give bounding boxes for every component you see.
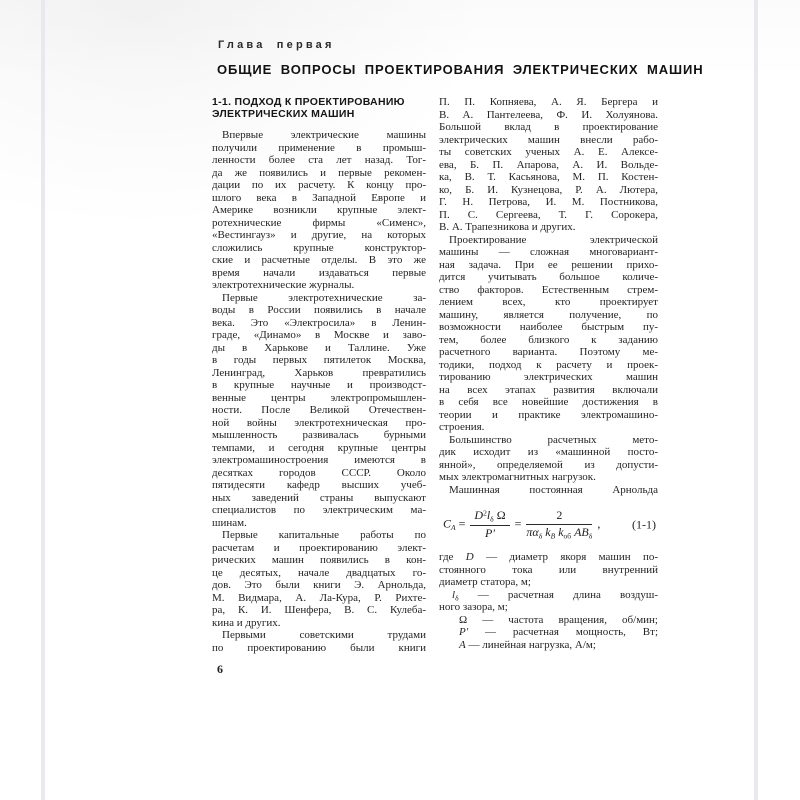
text-line: шинам.	[212, 516, 247, 529]
text-line: ра, К. И. Шенфера, В. С. Кулеба-	[212, 604, 426, 616]
text-segment: πα	[526, 524, 539, 539]
text-segment: =	[455, 516, 469, 531]
text-line: века. Это «Электросила» в Ленин-	[212, 316, 426, 329]
text-segment: D	[474, 508, 484, 523]
text-line: В. А. Трапезникова и других.	[439, 221, 576, 233]
text-segment: ного зазора, м;	[439, 601, 508, 613]
text-line: ко, Б. И. Кузнецова, Р. А. Лютера,	[439, 183, 658, 196]
text-segment: C	[443, 516, 452, 531]
text-segment: 2	[556, 508, 563, 523]
text-segment: δ	[588, 531, 593, 541]
right-column	[439, 96, 658, 651]
paragraph	[212, 129, 426, 292]
paragraph	[439, 484, 658, 497]
text-line: лением всех, кто проектирует	[439, 296, 658, 308]
text-line: ности. После Великой Отечествен-	[212, 404, 426, 416]
fraction	[470, 509, 509, 541]
text-line: це десятых, начале двадцатых го-	[212, 566, 426, 579]
text-segment: D	[465, 551, 474, 563]
text-line: рических машин появились в кон-	[212, 554, 426, 566]
text-segment: диаметр статора, м;	[439, 576, 531, 588]
page-title: ОБЩИЕ ВОПРОСЫ ПРОЕКТИРОВАНИЯ ЭЛЕКТРИЧЕСКИХ МАШИН	[217, 62, 704, 77]
text-line: в крупные научные и производст-	[212, 379, 426, 391]
text-segment: δ	[455, 593, 459, 602]
formula-number: (1-1)	[632, 517, 656, 532]
definition-line	[439, 626, 658, 639]
text-line: воды в России появились в начале	[212, 304, 426, 316]
left-column	[212, 96, 426, 654]
text-line: мых электромагнитных нагрузок.	[439, 471, 596, 483]
text-line: в себя все новейшие достижения в	[439, 396, 658, 408]
text-line: ленности более ста лет назад. Тог-	[212, 154, 426, 166]
formula-equation	[443, 509, 600, 541]
definition-line	[439, 589, 658, 602]
text-segment: Ω	[496, 508, 506, 523]
text-line: Первые электротехнические за-	[222, 291, 426, 304]
paragraph	[439, 434, 658, 484]
text-line: электромашиностроения имеются в	[212, 454, 426, 466]
text-line: П. С. Сергеева, Т. Г. Сорокера,	[439, 208, 658, 221]
text-line: на всех этапах развития включали	[439, 383, 658, 396]
text-line: десятках городов СССР. Около	[212, 466, 426, 479]
text-segment: где	[439, 551, 466, 563]
text-line: Большой вклад в проектирование	[439, 121, 658, 133]
text-segment: — расчетная длина воздуш-	[458, 588, 658, 601]
text-line: Первые капитальные работы по	[222, 529, 426, 541]
text-segment: B	[550, 531, 556, 541]
text-line: дации по их расчету. К концу про-	[212, 179, 426, 191]
text-line: тодики, подход к расчету и проек-	[439, 358, 658, 371]
text-segment: стоянного тока или внутренний	[439, 563, 658, 576]
text-line: ские и расчетные отделы. В это же	[212, 254, 426, 266]
definition-line	[439, 564, 658, 577]
text-line: по проектированию были книги	[212, 641, 426, 654]
definition-line	[439, 576, 658, 589]
text-segment: k	[558, 524, 564, 539]
text-line: ротехнические фирмы «Сименс»,	[212, 216, 426, 229]
text-line: шлого века в Западной Европе и	[212, 191, 426, 204]
paragraph	[212, 629, 426, 654]
text-line: мышленность развивалась бурными	[212, 429, 426, 441]
page-number: 6	[217, 662, 223, 676]
text-segment: k	[545, 524, 551, 539]
text-line: специалистов по электрическим ма-	[212, 504, 426, 516]
text-line: Машинная постоянная Арнольда	[449, 483, 658, 496]
chapter-label: Глава первая	[218, 39, 335, 51]
text-segment: P′	[459, 626, 469, 638]
text-segment: — диаметр якоря машин по-	[473, 551, 658, 563]
fraction	[526, 509, 592, 541]
text-line: ева, Б. П. Апарова, А. И. Вольде-	[439, 158, 658, 171]
text-line: в годы первых пятилеток Москва,	[212, 354, 426, 366]
text-line: Впервые электрические машины	[222, 129, 426, 141]
text-line: «Вестингауз» и другие, на которых	[212, 229, 426, 241]
paragraph	[212, 292, 426, 530]
text-line: Большинство расчетных мето-	[449, 433, 658, 446]
text-line: Г. Н. Петрова, И. М. Постникова,	[439, 196, 658, 208]
text-segment: AB	[574, 524, 589, 539]
text-line: получили применение в промыш-	[212, 141, 426, 154]
definition-line	[439, 601, 658, 614]
text-line: ды в Харькове и Таллине. Уже	[212, 341, 426, 354]
text-line: время начали издаваться первые	[212, 266, 426, 279]
text-line: строения.	[439, 421, 485, 433]
text-line: Америке возникли крупные элект-	[212, 204, 426, 216]
paragraph	[439, 96, 658, 234]
text-line: ной войны электротехническая про-	[212, 416, 426, 429]
paragraph	[439, 234, 658, 434]
text-segment: об	[563, 531, 572, 541]
text-line: ство факторов. Естественным стрем-	[439, 283, 658, 296]
text-segment: A	[451, 523, 456, 533]
definition-line	[439, 551, 658, 564]
text-line: возможности наиболее быстрым пу-	[439, 321, 658, 333]
text-segment: A	[459, 638, 466, 651]
text-line: пятидесяти кафедр высших учеб-	[212, 479, 426, 491]
text-segment: δ	[490, 514, 494, 524]
definition-line	[439, 614, 658, 627]
text-segment: P′	[485, 526, 495, 541]
text-line: расчетного варианта. Поэтому ме-	[439, 346, 658, 358]
text-segment: Ω — частота вращения, об/мин;	[459, 613, 658, 626]
text-line: П. П. Копняева, А. Я. Бергера и	[439, 96, 658, 108]
text-segment: =	[511, 516, 525, 531]
text-line: дится учитывать большое количе-	[439, 271, 658, 283]
page-edge-left	[41, 0, 45, 800]
page-edge-right	[754, 0, 758, 800]
text-line: Ленинград, Харьков превратились	[212, 366, 426, 379]
text-line: дов. Это были книги Э. Арнольда,	[212, 579, 426, 591]
text-segment: l	[486, 508, 491, 523]
formula	[443, 508, 658, 542]
text-line: электрических машин внесли рабо-	[439, 133, 658, 146]
text-line: граде, «Динамо» в Москве и заво-	[212, 329, 426, 341]
text-line: машины — сложная многовариант-	[439, 246, 658, 258]
text-line: тем, более близкого к заданию	[439, 333, 658, 346]
text-line: янной», определяемой из допусти-	[439, 458, 658, 471]
text-line: сложились крупные конструктор-	[212, 241, 426, 254]
text-line: расчетам и проектированию элект-	[212, 541, 426, 554]
text-line: венные центры электропромышлен-	[212, 391, 426, 404]
text-segment: δ	[538, 531, 543, 541]
text-line: ты советских ученых А. Е. Алексе-	[439, 146, 658, 158]
text-line: В. А. Пантелеева, Ф. И. Холуянова.	[439, 108, 658, 121]
section-heading: 1-1. ПОДХОД К ПРОЕКТИРОВАНИЮ ЭЛЕКТРИЧЕСКИХ МАШИН	[212, 96, 405, 120]
text-line: тированию электрических машин	[439, 371, 658, 383]
text-line: машину, является получение, по	[439, 308, 658, 321]
text-line: теории и практике электромашино-	[439, 408, 658, 421]
text-segment: — линейная нагрузка, А/м;	[465, 638, 596, 651]
text-line: электротехнические журналы.	[212, 279, 355, 291]
text-line: М. Видмара, А. Ла-Кура, Р. Рихте-	[212, 591, 426, 604]
text-line: ка, В. Т. Касьянова, М. П. Костен-	[439, 171, 658, 183]
text-line: Проектирование электрической	[449, 233, 658, 246]
text-segment: — расчетная мощность, Вт;	[468, 626, 658, 638]
text-line: ная задача. При ее решении прихо-	[439, 258, 658, 271]
text-segment: ,	[594, 516, 601, 531]
text-line: темпами, и сегодня крупные центры	[212, 441, 426, 454]
text-line: ных заведений страны выпускают	[212, 491, 426, 504]
paragraph	[212, 529, 426, 629]
text-line: Первыми советскими трудами	[222, 629, 426, 641]
text-segment: l	[452, 588, 456, 601]
text-line: да же появились и первые рекомен-	[212, 166, 426, 179]
text-line: кина и других.	[212, 616, 281, 629]
text-line: дик исходит из «машинной посто-	[439, 446, 658, 458]
text-segment: 2	[483, 508, 487, 518]
definition-line	[439, 639, 658, 652]
